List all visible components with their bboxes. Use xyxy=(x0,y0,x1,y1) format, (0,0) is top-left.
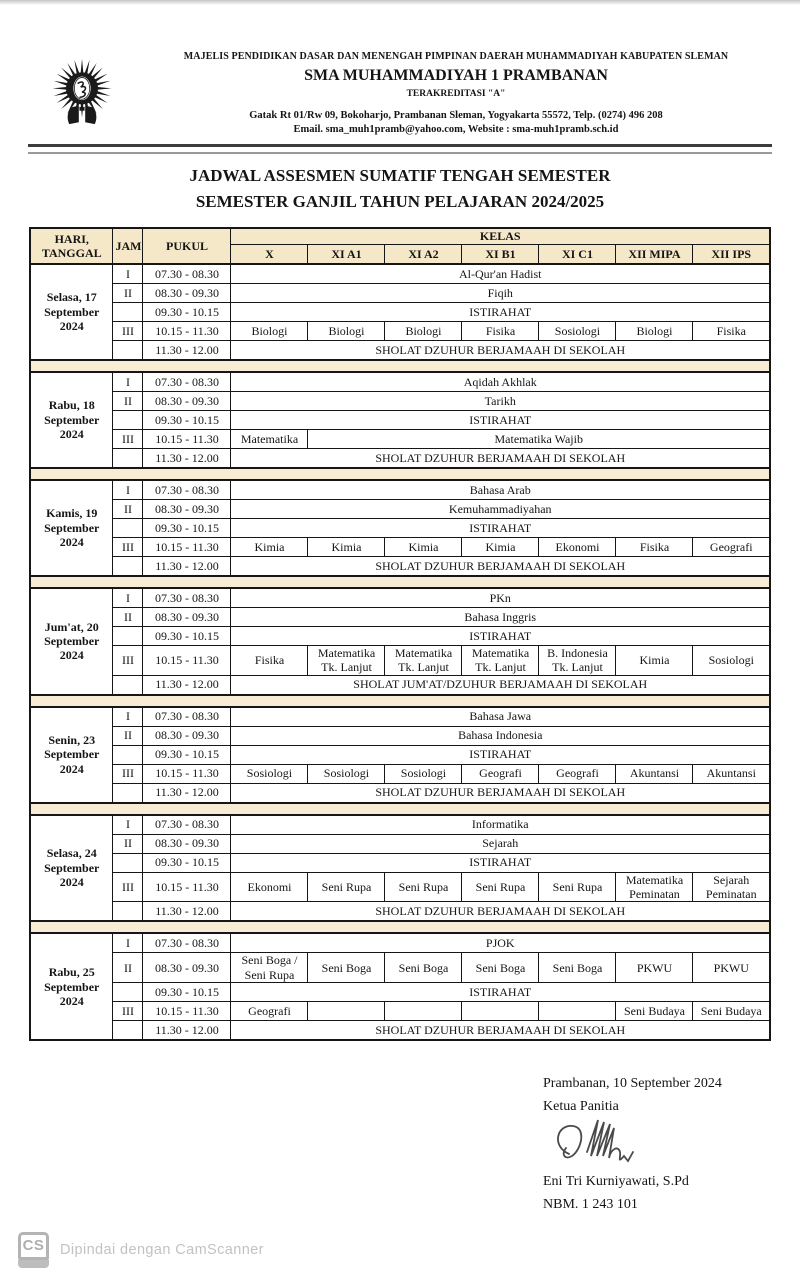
subject-cell: Seni Rupa xyxy=(308,872,385,902)
period-cell xyxy=(113,410,143,429)
subject-cell: Seni Rupa xyxy=(539,872,616,902)
header-class-xii-mipa: XII MIPA xyxy=(616,244,693,264)
period-cell xyxy=(113,853,143,872)
subject-cell: Bahasa Indonesia xyxy=(231,726,770,745)
schedule-row xyxy=(30,815,770,835)
subject-cell: Sosiologi xyxy=(539,321,616,340)
time-cell: 07.30 - 08.30 xyxy=(143,480,231,500)
period-cell xyxy=(113,302,143,321)
subject-cell: PJOK xyxy=(231,933,770,953)
subject-cell: B. Indonesia Tk. Lanjut xyxy=(539,645,616,675)
subject-cell: Sosiologi xyxy=(308,764,385,783)
time-cell: 07.30 - 08.30 xyxy=(143,707,231,727)
period-cell: III xyxy=(113,321,143,340)
schedule-row xyxy=(30,372,770,392)
period-cell: III xyxy=(113,764,143,783)
time-cell: 08.30 - 09.30 xyxy=(143,499,231,518)
period-cell: I xyxy=(113,933,143,953)
day-cell: Senin, 23 September 2024 xyxy=(30,707,113,803)
signature-place-date: Prambanan, 10 September 2024 xyxy=(543,1076,722,1091)
period-cell xyxy=(113,902,143,922)
subject-cell: Sosiologi xyxy=(385,764,462,783)
day-cell: Selasa, 17 September 2024 xyxy=(30,264,113,360)
period-cell xyxy=(113,626,143,645)
subject-cell: Tarikh xyxy=(231,391,770,410)
schedule-row xyxy=(30,302,770,321)
subject-cell: ISTIRAHAT xyxy=(231,983,770,1002)
schedule-row xyxy=(30,264,770,284)
subject-cell: Seni Budaya xyxy=(616,1002,693,1021)
subject-cell: Fisika xyxy=(231,645,308,675)
time-cell: 11.30 - 12.00 xyxy=(143,448,231,468)
schedule-row xyxy=(30,588,770,608)
period-cell: I xyxy=(113,707,143,727)
separator-band xyxy=(30,921,770,933)
schedule-row xyxy=(30,518,770,537)
schedule-row xyxy=(30,391,770,410)
schedule-row xyxy=(30,783,770,803)
subject-cell xyxy=(462,1002,539,1021)
subject-cell: Kemuhammadiyahan xyxy=(231,499,770,518)
subject-cell: Ekonomi xyxy=(539,537,616,556)
subject-cell: ISTIRAHAT xyxy=(231,745,770,764)
subject-cell: Geografi xyxy=(462,764,539,783)
subject-cell: Kimia xyxy=(385,537,462,556)
period-cell: I xyxy=(113,372,143,392)
subject-cell xyxy=(385,1002,462,1021)
schedule-row xyxy=(30,726,770,745)
subject-cell: Biologi xyxy=(385,321,462,340)
contact-line: Email. sma_muh1pramb@yahoo.com, Website : sma-muh1pramb.sch.id xyxy=(293,123,619,135)
schedule-row xyxy=(30,853,770,872)
subject-cell: Biologi xyxy=(616,321,693,340)
document-title xyxy=(0,163,800,214)
subject-cell: Kimia xyxy=(616,645,693,675)
schedule-row xyxy=(30,626,770,645)
subject-cell: SHOLAT DZUHUR BERJAMAAH DI SEKOLAH xyxy=(231,902,770,922)
period-cell: III xyxy=(113,429,143,448)
time-cell: 09.30 - 10.15 xyxy=(143,626,231,645)
separator-band xyxy=(30,576,770,588)
header-class-xii-ips: XII IPS xyxy=(693,244,770,264)
header-class-xi-a2: XI A2 xyxy=(385,244,462,264)
subject-cell: Sejarah Peminatan xyxy=(693,872,770,902)
subject-cell: Bahasa Inggris xyxy=(231,607,770,626)
organization-line: MAJELIS PENDIDIKAN DASAR DAN MENENGAH PIMPINAN DAERAH MUHAMMADIYAH KABUPATEN SLEMAN xyxy=(183,51,729,62)
time-cell: 10.15 - 11.30 xyxy=(143,1002,231,1021)
subject-cell: Seni Boga xyxy=(385,953,462,983)
time-cell: 08.30 - 09.30 xyxy=(143,391,231,410)
time-cell: 10.15 - 11.30 xyxy=(143,321,231,340)
time-cell: 10.15 - 11.30 xyxy=(143,645,231,675)
subject-cell: Akuntansi xyxy=(616,764,693,783)
day-cell: Rabu, 25 September 2024 xyxy=(30,933,113,1040)
time-cell: 08.30 - 09.30 xyxy=(143,726,231,745)
time-cell: 11.30 - 12.00 xyxy=(143,1021,231,1041)
subject-cell: PKn xyxy=(231,588,770,608)
subject-cell: Sejarah xyxy=(231,834,770,853)
time-cell: 11.30 - 12.00 xyxy=(143,902,231,922)
schedule-row xyxy=(30,872,770,902)
period-cell: III xyxy=(113,872,143,902)
muhammadiyah-logo-icon xyxy=(50,54,114,138)
subject-cell: Biologi xyxy=(231,321,308,340)
subject-cell: Sosiologi xyxy=(693,645,770,675)
subject-cell: Fisika xyxy=(693,321,770,340)
subject-cell: Geografi xyxy=(539,764,616,783)
subject-cell: Akuntansi xyxy=(693,764,770,783)
subject-cell: ISTIRAHAT xyxy=(231,302,770,321)
time-cell: 09.30 - 10.15 xyxy=(143,410,231,429)
schedule-row xyxy=(30,983,770,1002)
camscanner-watermark xyxy=(18,1232,264,1268)
time-cell: 10.15 - 11.30 xyxy=(143,537,231,556)
time-cell: 07.30 - 08.30 xyxy=(143,372,231,392)
subject-cell: Seni Budaya xyxy=(693,1002,770,1021)
separator-band xyxy=(30,695,770,707)
subject-cell: Al-Qur'an Hadist xyxy=(231,264,770,284)
schedule-row xyxy=(30,607,770,626)
schedule-row xyxy=(30,675,770,695)
subject-cell: Seni Boga xyxy=(539,953,616,983)
time-cell: 07.30 - 08.30 xyxy=(143,933,231,953)
subject-cell: Matematika Tk. Lanjut xyxy=(385,645,462,675)
subject-cell: Geografi xyxy=(693,537,770,556)
header-class-xi-b1: XI B1 xyxy=(462,244,539,264)
time-cell: 10.15 - 11.30 xyxy=(143,429,231,448)
schedule-row xyxy=(30,429,770,448)
schedule-row xyxy=(30,707,770,727)
schedule-row xyxy=(30,537,770,556)
period-cell xyxy=(113,448,143,468)
header-day: HARI, TANGGAL xyxy=(30,228,113,263)
subject-cell xyxy=(308,1002,385,1021)
signatory-name: Eni Tri Kurniyawati, S.Pd xyxy=(543,1174,689,1190)
schedule-row xyxy=(30,902,770,922)
subject-cell: Kimia xyxy=(231,537,308,556)
time-cell: 09.30 - 10.15 xyxy=(143,853,231,872)
period-cell xyxy=(113,518,143,537)
period-cell: III xyxy=(113,1002,143,1021)
subject-cell: Fisika xyxy=(462,321,539,340)
subject-cell: Aqidah Akhlak xyxy=(231,372,770,392)
separator-band xyxy=(30,803,770,815)
period-cell: II xyxy=(113,834,143,853)
time-cell: 10.15 - 11.30 xyxy=(143,872,231,902)
schedule-row xyxy=(30,448,770,468)
header-class-group: KELAS xyxy=(231,228,770,244)
time-cell: 11.30 - 12.00 xyxy=(143,675,231,695)
subject-cell: Matematika Tk. Lanjut xyxy=(462,645,539,675)
subject-cell: Matematika xyxy=(231,429,308,448)
period-cell: II xyxy=(113,283,143,302)
period-cell: II xyxy=(113,499,143,518)
subject-cell: Seni Boga xyxy=(308,953,385,983)
document-title-line2: SEMESTER GANJIL TAHUN PELAJARAN 2024/2025 xyxy=(195,191,605,211)
subject-cell: Informatika xyxy=(231,815,770,835)
day-cell: Selasa, 24 September 2024 xyxy=(30,815,113,922)
time-cell: 07.30 - 08.30 xyxy=(143,588,231,608)
time-cell: 08.30 - 09.30 xyxy=(143,283,231,302)
header-period: JAM xyxy=(113,228,143,263)
schedule-table xyxy=(29,227,771,1041)
period-cell: I xyxy=(113,264,143,284)
subject-cell: Kimia xyxy=(308,537,385,556)
subject-cell: Biologi xyxy=(308,321,385,340)
schedule-row xyxy=(30,953,770,983)
letterhead xyxy=(0,0,800,136)
separator-band xyxy=(30,468,770,480)
subject-cell xyxy=(539,1002,616,1021)
subject-cell: SHOLAT JUM'AT/DZUHUR BERJAMAAH DI SEKOLAH xyxy=(231,675,770,695)
subject-cell: SHOLAT DZUHUR BERJAMAAH DI SEKOLAH xyxy=(231,783,770,803)
time-cell: 09.30 - 10.15 xyxy=(143,518,231,537)
subject-cell: ISTIRAHAT xyxy=(231,853,770,872)
subject-cell: Geografi xyxy=(231,1002,308,1021)
period-cell xyxy=(113,745,143,764)
subject-cell: PKWU xyxy=(616,953,693,983)
subject-cell: ISTIRAHAT xyxy=(231,410,770,429)
schedule-row xyxy=(30,480,770,500)
schedule-row xyxy=(30,283,770,302)
time-cell: 11.30 - 12.00 xyxy=(143,783,231,803)
cs-logo-letters: CS xyxy=(18,1232,49,1260)
subject-cell: SHOLAT DZUHUR BERJAMAAH DI SEKOLAH xyxy=(231,1021,770,1041)
watermark-label: Dipindai dengan CamScanner xyxy=(60,1242,264,1258)
document-title-line1: JADWAL ASSESMEN SUMATIF TENGAH SEMESTER xyxy=(189,166,611,186)
schedule-row xyxy=(30,340,770,360)
subject-cell: ISTIRAHAT xyxy=(231,626,770,645)
time-cell: 10.15 - 11.30 xyxy=(143,764,231,783)
subject-cell: PKWU xyxy=(693,953,770,983)
signatory-id: NBM. 1 243 101 xyxy=(543,1197,638,1213)
signature-role: Ketua Panitia xyxy=(543,1099,619,1115)
schedule-row xyxy=(30,410,770,429)
day-cell: Jum'at, 20 September 2024 xyxy=(30,588,113,695)
schedule-row xyxy=(30,764,770,783)
camscanner-logo-icon xyxy=(18,1232,49,1268)
period-cell: III xyxy=(113,537,143,556)
subject-cell: Sosiologi xyxy=(231,764,308,783)
subject-cell: Matematika Wajib xyxy=(308,429,770,448)
subject-cell: Seni Boga xyxy=(462,953,539,983)
subject-cell: SHOLAT DZUHUR BERJAMAAH DI SEKOLAH xyxy=(231,448,770,468)
signature-block xyxy=(543,1072,722,1216)
subject-cell: SHOLAT DZUHUR BERJAMAAH DI SEKOLAH xyxy=(231,556,770,576)
time-cell: 08.30 - 09.30 xyxy=(143,953,231,983)
period-cell: III xyxy=(113,645,143,675)
subject-cell: Seni Rupa xyxy=(385,872,462,902)
subject-cell: Bahasa Jawa xyxy=(231,707,770,727)
time-cell: 07.30 - 08.30 xyxy=(143,264,231,284)
period-cell xyxy=(113,1021,143,1041)
time-cell: 09.30 - 10.15 xyxy=(143,745,231,764)
schedule-row xyxy=(30,645,770,675)
period-cell xyxy=(113,556,143,576)
day-cell: Rabu, 18 September 2024 xyxy=(30,372,113,468)
subject-cell: Seni Boga / Seni Rupa xyxy=(231,953,308,983)
period-cell: I xyxy=(113,480,143,500)
header-class-xi-a1: XI A1 xyxy=(308,244,385,264)
schedule-body xyxy=(30,264,770,1040)
header-class-x: X xyxy=(231,244,308,264)
period-cell: I xyxy=(113,815,143,835)
subject-cell: Kimia xyxy=(462,537,539,556)
schedule-row xyxy=(30,1021,770,1041)
schedule-row xyxy=(30,1002,770,1021)
time-cell: 09.30 - 10.15 xyxy=(143,302,231,321)
schedule-row xyxy=(30,499,770,518)
time-cell: 09.30 - 10.15 xyxy=(143,983,231,1002)
header-class-xi-c1: XI C1 xyxy=(539,244,616,264)
header-time: PUKUL xyxy=(143,228,231,263)
subject-cell: Bahasa Arab xyxy=(231,480,770,500)
period-cell xyxy=(113,675,143,695)
schedule-row xyxy=(30,933,770,953)
schedule-row xyxy=(30,745,770,764)
school-name: SMA MUHAMMADIYAH 1 PRAMBANAN xyxy=(304,67,608,84)
schedule-row xyxy=(30,321,770,340)
subject-cell: Matematika Tk. Lanjut xyxy=(308,645,385,675)
letterhead-divider xyxy=(28,144,772,154)
schedule-row xyxy=(30,556,770,576)
subject-cell: Ekonomi xyxy=(231,872,308,902)
time-cell: 08.30 - 09.30 xyxy=(143,834,231,853)
period-cell xyxy=(113,783,143,803)
subject-cell: ISTIRAHAT xyxy=(231,518,770,537)
period-cell xyxy=(113,340,143,360)
period-cell: II xyxy=(113,726,143,745)
subject-cell: Seni Rupa xyxy=(462,872,539,902)
cs-logo-tab xyxy=(18,1260,49,1268)
subject-cell: Fiqih xyxy=(231,283,770,302)
time-cell: 11.30 - 12.00 xyxy=(143,556,231,576)
period-cell: II xyxy=(113,953,143,983)
time-cell: 07.30 - 08.30 xyxy=(143,815,231,835)
period-cell xyxy=(113,983,143,1002)
period-cell: II xyxy=(113,391,143,410)
separator-band xyxy=(30,360,770,372)
subject-cell: Fisika xyxy=(616,537,693,556)
day-cell: Kamis, 19 September 2024 xyxy=(30,480,113,576)
time-cell: 08.30 - 09.30 xyxy=(143,607,231,626)
address-line: Gatak Rt 01/Rw 09, Bokoharjo, Prambanan Sleman, Yogyakarta 55572, Telp. (0274) 496 208 xyxy=(249,110,663,122)
accreditation-line: TERAKREDITASI "A" xyxy=(406,88,506,99)
period-cell: I xyxy=(113,588,143,608)
period-cell: II xyxy=(113,607,143,626)
subject-cell: Matematika Peminatan xyxy=(616,872,693,902)
schedule-row xyxy=(30,834,770,853)
time-cell: 11.30 - 12.00 xyxy=(143,340,231,360)
subject-cell: SHOLAT DZUHUR BERJAMAAH DI SEKOLAH xyxy=(231,340,770,360)
